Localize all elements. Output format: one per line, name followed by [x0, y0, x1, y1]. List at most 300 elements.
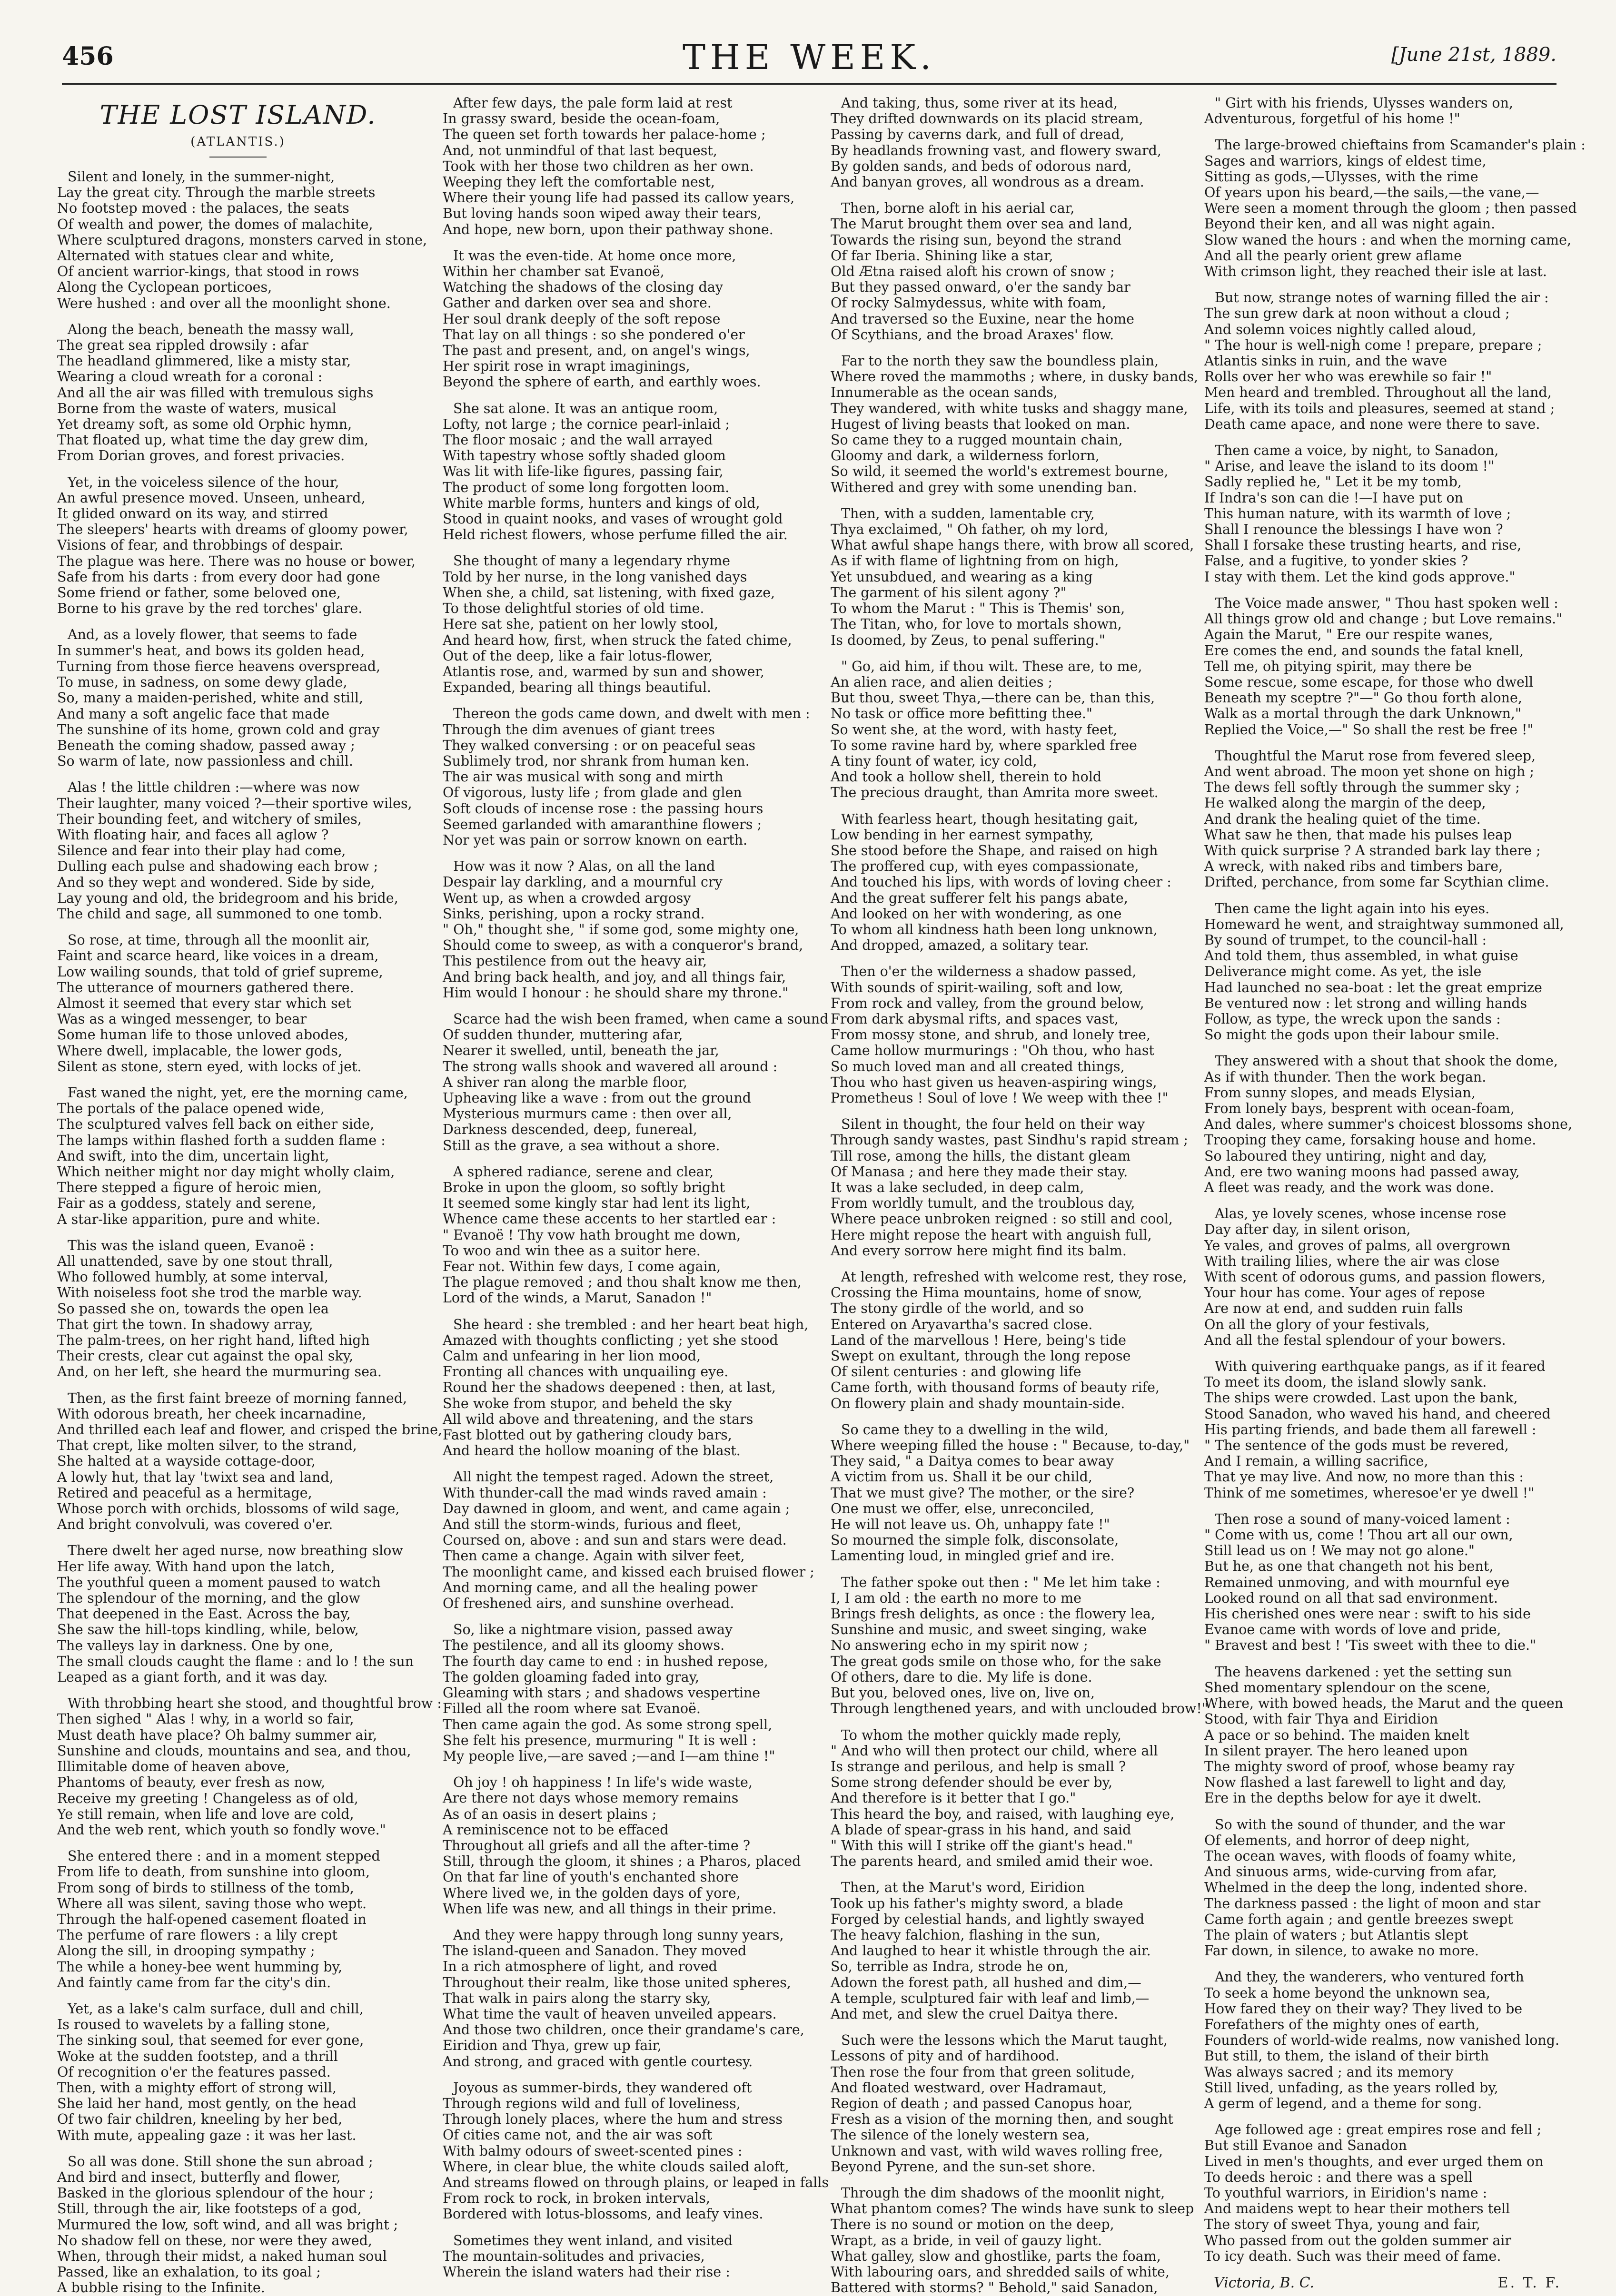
- poem-line: White marble forms, hunters and kings of old,: [443, 495, 760, 511]
- column-3-stanzas: [831, 95, 1208, 2296]
- poem-line: So warm of late, now passionless and chill.: [57, 753, 353, 769]
- poem-line: So passed she on, towards the open lea: [57, 1301, 329, 1317]
- poem-line: Phantoms of beauty, ever fresh as now,: [57, 1774, 326, 1791]
- poem-line: It was the even-tide. At home once more,: [453, 247, 736, 264]
- poem-line: Yet, as a lake's calm surface, dull and chill,: [68, 2000, 364, 2017]
- poem-line: Follow, as type, the wreck upon the sands :: [1204, 1011, 1501, 1027]
- poem-line: Are there not days whose memory remains: [443, 1790, 739, 1806]
- poem-line: " With this will I strike off the giant's head.": [831, 1837, 1133, 1853]
- poem-line: Throughout all griefs and all the after-time ?: [443, 1837, 751, 1853]
- poem-line: " The sentence of the gods must be revered,: [1204, 1438, 1509, 1454]
- poem-line: He will not leave us. Oh, unhappy fate !": [831, 1517, 1110, 1533]
- stanza: [57, 474, 419, 617]
- poem-line: My people live,—are saved ;—and I—am thine !": [443, 1748, 775, 1764]
- stanza: [443, 248, 804, 390]
- poem-line: Wherein the island waters had their rise :: [443, 2264, 730, 2280]
- poem-line: To seek a home beyond the unknown sea,: [1204, 1985, 1490, 2001]
- poem-line: Calm and unfearing in her lion mood,: [443, 1348, 701, 1364]
- poem-line: To whom all kindness hath been long unknown,: [831, 921, 1158, 937]
- poem-line: Slow waned the hours : and when the morning came,: [1204, 232, 1571, 248]
- poem-line: Beyond the sphere of earth, and earthly woes.: [443, 374, 761, 390]
- poem-line: Which neither might nor day might wholly claim,: [57, 1163, 395, 1180]
- poem-line: And traversed so the Euxine, near the home: [831, 311, 1134, 327]
- stanza: [1204, 595, 1566, 738]
- poem-line: But thou, sweet Thya,—there can be, than this,: [831, 690, 1155, 706]
- poem-line: Low wailing sounds, that told of grief supreme,: [57, 964, 383, 980]
- poem-line: Went up, as when a crowded argosy: [443, 890, 691, 906]
- stanza: [57, 1085, 419, 1227]
- poem-line: Then rose the four from that green solitude,: [831, 2064, 1135, 2080]
- poem-line: " Girt with his friends, Ulysses wanders on,: [1215, 95, 1513, 111]
- poem-line: But loving hands soon wiped away their tears,: [443, 206, 762, 222]
- poem-line: And laughed to hear it whistle through the air.: [831, 1943, 1151, 1959]
- page-number: 456: [62, 42, 114, 71]
- stanza: [443, 1927, 804, 2069]
- poem-line: And, on her left, she heard the murmuring sea.: [57, 1364, 382, 1380]
- poem-line: A pace or so behind. The maiden knelt: [1204, 1727, 1469, 1743]
- stanza: [1204, 2122, 1566, 2264]
- poem-line: That walk in pairs along the starry sky,: [443, 1990, 711, 2006]
- poem-line: Of far Iberia. Shining like a star,: [831, 247, 1053, 264]
- poem-line: No footstep moved : the palaces, the seats: [57, 200, 349, 217]
- poem-line: Dulling each pulse and shadowing each brow ;: [57, 858, 378, 875]
- poem-line: Him would I honour : he should share my throne.": [443, 985, 789, 1001]
- poem-line: The golden gloaming faded into gray,: [443, 1669, 699, 1685]
- poem-line: Brings fresh delights, as once : the flowery lea,: [831, 1606, 1155, 1622]
- poem-line: Told by her nurse, in the long vanished days: [443, 569, 747, 585]
- poem-line: And bring back health, and joy, and all things fair,: [443, 969, 786, 985]
- poem-line: Death came apace, and none were there to save.: [1204, 416, 1540, 432]
- poem-line: An awful presence moved. Unseen, unheard,: [57, 490, 366, 506]
- poem-line: Atlantis rose, and, warmed by sun and shower,: [443, 663, 764, 680]
- poem-line: The mighty sword of proof, whose beamy ray: [1204, 1758, 1515, 1774]
- poem-line: The parents heard, and smiled amid their woe.: [831, 1853, 1153, 1870]
- poem-line: To whom the Marut : " This is Themis' son,: [831, 601, 1125, 617]
- poem-line: There stepped a figure of heroic mien,: [57, 1180, 322, 1196]
- poem-line: Passing by caverns dark, and full of dread,: [831, 127, 1124, 143]
- poem-line: The palm-trees, on her right hand, lifted high: [57, 1332, 370, 1349]
- poem-line: As of an oasis in desert plains ;: [443, 1806, 657, 1822]
- poem-line: Such were the lessons which the Marut taught,: [841, 2032, 1168, 2049]
- poem-line: Are now at end, and sudden ruin falls: [1204, 1301, 1463, 1317]
- poem-line: Forefathers of the mighty ones of earth,: [1204, 2016, 1480, 2032]
- poem-line: Looked round on all that sad environment.: [1204, 1590, 1498, 1606]
- poem-line: The story of sweet Thya, young and fair,: [1204, 2217, 1481, 2233]
- poem-line: With sounds of spirit-wailing, soft and low,: [831, 979, 1124, 995]
- stanza: [831, 200, 1192, 343]
- poem-line: With crimson light, they reached their isle at last.: [1204, 264, 1547, 280]
- poem-line: Still, through the gloom, it shines ; a Pharos, placed: [443, 1853, 801, 1870]
- poem-line: When, through their midst, a naked human soul: [57, 2248, 387, 2264]
- poem-line: How was it now ? Alas, on all the land: [453, 858, 715, 875]
- poem-line: Shed momentary splendour on the scene,: [1204, 1679, 1491, 1695]
- poem-line: Gloomy and dark, a wilderness forlorn,: [831, 448, 1100, 464]
- poem-line: And heard the hollow moaning of the blast.: [443, 1443, 741, 1459]
- column-4: [1204, 95, 1586, 2291]
- poem-line: Founders of world-wide realms, now vanished long.: [1204, 2032, 1560, 2049]
- poem-line: A sphered radiance, serene and clear,: [453, 1163, 714, 1180]
- poem-line: And swift, into the dim, uncertain light,: [57, 1148, 329, 1164]
- poem-line: " Come with us, come ! Thou art all our own,: [1204, 1527, 1513, 1543]
- poem-line: They drifted downwards on its placid stream,: [831, 111, 1143, 127]
- poem-line: Is roused to wavelets by a falling stone,: [57, 2017, 330, 2033]
- stanza: [57, 169, 427, 311]
- poem-line: From lonely bays, besprent with ocean-foam,: [1204, 1100, 1515, 1116]
- poem-line: From life to death, from sunshine into gloom,: [57, 1864, 370, 1880]
- poem-line: A lowly hut, that lay 'twixt sea and land,: [57, 1469, 334, 1485]
- poem-line: Of sudden thunder, muttering afar,: [443, 1027, 683, 1043]
- poem-line: Alas, ye lovely scenes, whose incense rose: [1215, 1206, 1507, 1222]
- stanza: [1204, 901, 1566, 1043]
- poem-line: Must death have place? Oh balmy summer air,: [57, 1727, 377, 1743]
- poem-line: Here might repose the heart with anguish full,: [831, 1227, 1152, 1243]
- poem-line: Turning from those fierce heavens overspread,: [57, 658, 381, 674]
- poem-line: Her spirit rose in wrapt imaginings,: [443, 358, 690, 374]
- poem-line: Whence came these accents to her startled ear :: [443, 1211, 776, 1227]
- poem-line: Held richest flowers, whose perfume filled the air.: [443, 527, 788, 543]
- stanza: [443, 401, 804, 543]
- poem-line: Low bending in her earnest sympathy,: [831, 827, 1094, 843]
- poem-line: Some human life to those unloved abodes,: [57, 1027, 349, 1043]
- poem-line: And drank the healing quiet of the time.: [1204, 811, 1481, 827]
- poem-line: Of Scythians, and the broad Araxes' flow.: [831, 326, 1114, 343]
- poem-line: " Oh," thought she, " if some god, some mighty one,: [443, 921, 799, 937]
- poem-line: I, I am old : the earth no more to me: [831, 1590, 1081, 1606]
- poem-line: Then, at the Marut's word, Eiridion: [841, 1880, 1085, 1896]
- poem-line: The plague was here. There was no house or bower,: [57, 553, 416, 569]
- poem-line: Their crests, clear cut against the opal sky,: [57, 1348, 354, 1364]
- poem-line: Then sighed " Alas ! why, in a world so fair,: [57, 1711, 354, 1727]
- stanza: [57, 1543, 419, 1685]
- poem-line: Again the Marut, " Ere our respite wanes,: [1204, 627, 1493, 643]
- poem-line: What time the vault of heaven unveiled appears.: [443, 2006, 777, 2022]
- poem-line: But they passed onward, o'er the sandy bar: [831, 279, 1130, 296]
- stanza: [443, 1469, 814, 1612]
- poem-line: Where their young life had passed its callow years,: [443, 190, 795, 206]
- poem-line: And faintly came from far the city's din.: [57, 1974, 331, 1991]
- stanza: [57, 2001, 419, 2143]
- poem-line: The island-queen and Sanadon. They moved: [443, 1943, 747, 1959]
- stanza: [1204, 1664, 1566, 1806]
- stanza: [831, 95, 1192, 190]
- poem-line: Of others, dare to die. My life is done.: [831, 1669, 1092, 1685]
- poem-line: And banyan groves, all wondrous as a dream.: [831, 174, 1144, 190]
- poem-line: Region of death ; and passed Canopus hoar,: [831, 2095, 1133, 2111]
- poem-line: Oh joy ! oh happiness ! In life's wide waste,: [453, 1774, 753, 1791]
- poem-line: Lord of the winds, a Marut, Sanadon !": [443, 1290, 712, 1306]
- poem-line: Was lit with life-like figures, passing fair,: [443, 463, 724, 480]
- poem-line: And all the festal splendour of your bowers.: [1204, 1332, 1506, 1348]
- poem-line: Where weeping filled the house : " Because, to-day,": [831, 1438, 1190, 1454]
- poem-line: Trooping they came, forsaking house and home.: [1204, 1132, 1537, 1148]
- poem-line: Through lonely places, where the hum and stress: [443, 2111, 783, 2128]
- poem-line: Along the Cyclopean porticoes,: [57, 279, 272, 296]
- stanza: [831, 964, 1192, 1106]
- stanza: [443, 1164, 804, 1306]
- poem-line: The ocean waves, with floods of foamy white,: [1204, 1848, 1517, 1864]
- poem-line: It glided onward on its way, and stirred: [57, 506, 328, 522]
- poem-line: And so they wept and wondered. Side by side,: [57, 874, 375, 890]
- poem-line: The small clouds caught the flame : and lo ! the sun: [57, 1653, 414, 1669]
- stanza: [1204, 290, 1566, 432]
- poem-line: Of cities came not, and the air was soft: [443, 2127, 713, 2143]
- poem-line: Entered on Aryavartha's sacred close.: [831, 1316, 1093, 1332]
- poem-line: And bright convolvuli, was covered o'er.: [57, 1517, 333, 1533]
- poem-line: Round her the shadows deepened : then, at last,: [443, 1380, 776, 1396]
- poem-line: What phantom comes? The winds have sunk to sleep: [831, 2201, 1194, 2217]
- poem-line: His parting friends, and bade them all farewell :: [1204, 1421, 1537, 1438]
- poem-line: But you, beloved ones, live on, live on,: [831, 1685, 1095, 1701]
- poem-line: Broke in upon the gloom, so softly bright: [443, 1180, 725, 1195]
- poem-line: The plague removed ; and thou shalt know me then,: [443, 1274, 802, 1291]
- poem-line: This was the island queen, Evanoë :: [68, 1237, 315, 1253]
- poem-line: Of vigorous, lusty life ; from glade and glen: [443, 785, 742, 801]
- poem-line: Lamenting loud, in mingled grief and ire.: [831, 1548, 1115, 1564]
- poem-line: And taking, thus, some river at its head,: [841, 95, 1118, 111]
- poem-line: What saw he then, that made his pulses leap: [1204, 827, 1512, 843]
- poem-line: Came forth again ; and gentle breezes swept: [1204, 1911, 1513, 1927]
- poem-line: Through the dim avenues of giant trees: [443, 721, 715, 738]
- title-rule: [209, 157, 267, 158]
- poem-line: One must we offer, else, unreconciled,: [831, 1500, 1094, 1517]
- poem-line: There dwelt her aged nurse, now breathing slow: [68, 1543, 403, 1559]
- poem-line: When life was new, and all things in their prime.: [443, 1901, 777, 1917]
- poem-line: Then, with a sudden, lamentable cry,: [841, 505, 1095, 522]
- poem-line: A fleet was ready, and the work was done.: [1204, 1180, 1494, 1195]
- poem-line: " Arise, and leave the island to its doom !": [1204, 458, 1495, 474]
- poem-line: Old Ætna raised aloft his crown of snow ;: [831, 264, 1115, 280]
- poem-line: Murmured the low, soft wind, and all was bright ;: [57, 2217, 398, 2233]
- poem-line: Sitting as gods,—Ulysses, with the rime: [1204, 168, 1478, 185]
- stanza: [1204, 1511, 1566, 1654]
- poem-line: So, like a nightmare vision, passed away: [453, 1622, 733, 1638]
- poem-line: From worldly tumult, and the troublous day,: [831, 1195, 1135, 1212]
- poem-line: To meet its doom, the island slowly sank.: [1204, 1374, 1487, 1390]
- poem-line: With odorous breath, her cheek incarnadine,: [57, 1406, 367, 1422]
- stanza: [831, 353, 1199, 495]
- poem-line: Homeward he went, and straightway summoned all,: [1204, 916, 1564, 932]
- poem-line: And thrilled each leaf and flower, and crisped the brine,: [57, 1422, 443, 1438]
- poem-line: " Evanoë ! Thy vow hath brought me down,: [443, 1227, 741, 1243]
- poem-line: But still Evanoe and Sanadon: [1204, 2138, 1407, 2154]
- poem-line: Fear not. Within few days, I come again,: [443, 1259, 721, 1275]
- poem-line: Of freshened airs, and sunshine overhead.: [443, 1596, 734, 1612]
- poem-line: Crossing the Hima mountains, home of snow,: [831, 1285, 1142, 1301]
- poem-line: With quick surprise ? A stranded bark lay there ;: [1204, 842, 1541, 858]
- poem-line: The floor mosaic ; and the wall arrayed: [443, 432, 713, 448]
- poem-line: The large-browed chieftains from Scamander's plain :: [1215, 137, 1586, 153]
- poem-line: Silence and fear into their play had come,: [57, 843, 346, 859]
- poem-line: The utterance of mourners gathered there.: [57, 979, 354, 995]
- poem-line: The valleys lay in darkness. One by one,: [57, 1637, 334, 1654]
- poem-line: Amazed with thoughts conflicting ; yet she stood: [443, 1332, 778, 1348]
- poem-line: From rock to rock, in broken intervals,: [443, 2190, 710, 2207]
- poem-line: The dews fell softly through the summer sky ;: [1204, 779, 1520, 796]
- signature-initials: E. T. F.: [1497, 2275, 1561, 2291]
- poem-line: And dales, where summer's choicest blossoms shone,: [1204, 1116, 1573, 1133]
- poem-line: And all the pearly orient grew aflame: [1204, 247, 1462, 264]
- poem-line: Stood Sanadon, who waved his hand, and cheered: [1204, 1406, 1551, 1422]
- poem-line: Yet, in the voiceless silence of the hour,: [68, 474, 339, 490]
- poem-line: Till rose, among the hills, the distant gleam: [831, 1148, 1131, 1164]
- poem-line: Sometimes they went inland, and visited: [453, 2232, 733, 2248]
- poem-line: A wreck, with naked ribs and timbers bare,: [1204, 858, 1503, 875]
- poem-line: Seemed garlanded with amaranthine flowers ;: [443, 816, 762, 832]
- poem-line: Deliverance might come. As yet, the isle: [1204, 964, 1482, 980]
- poem-line: And met, and slew the cruel Daitya there.: [831, 2006, 1118, 2022]
- poem-line: The plain of waters ; but Atlantis slept: [1204, 1927, 1468, 1943]
- poem-line: He walked along the margin of the deep,: [1204, 795, 1486, 811]
- poem-line: Then, as the first faint breeze of morning fanned,: [68, 1390, 407, 1406]
- poem-line: With floating hair, and faces all aglow ?: [57, 827, 329, 843]
- stanza: [1204, 443, 1566, 585]
- poem-line: " The hour is well-nigh come ! prepare, prepare ;: [1204, 337, 1542, 353]
- poem-line: Where all was silent, saving those who wept.: [57, 1895, 367, 1912]
- poem-line: And looked on her with wondering, as one: [831, 906, 1122, 922]
- poem-line: So, many a maiden-perished, white and still,: [57, 690, 364, 706]
- poem-line: Retired and peaceful as a hermitage,: [57, 1485, 312, 1501]
- poem-line: Then rose a sound of many-voiced lament :: [1215, 1511, 1510, 1527]
- stanza: [831, 1880, 1192, 2022]
- poem-line: In a rich atmosphere of light, and roved: [443, 1959, 717, 1975]
- poem-line: Had launched no sea-boat : let the great emprize: [1204, 979, 1542, 995]
- poem-line: The sculptured valves fell back on either side,: [57, 1116, 375, 1133]
- poem-line: " And who will then protect our child, where all: [831, 1743, 1158, 1759]
- stanza: [831, 1116, 1192, 1259]
- poem-title: THE LOST ISLAND.: [99, 100, 377, 130]
- poem-line: To some ravine hard by, where sparkled free: [831, 737, 1137, 753]
- column-3: [831, 95, 1208, 2296]
- poem-line: Were seen a moment through the gloom ; then passed: [1204, 200, 1577, 217]
- poem-line: Age followed age : great empires rose and fell ;: [1215, 2122, 1542, 2138]
- poem-line: So mourned the simple folk, disconsolate,: [831, 1532, 1119, 1548]
- poem-line: The youthful queen a moment paused to watch: [57, 1574, 381, 1590]
- poem-line: Adown the forest path, all hushed and dim,—: [831, 1974, 1141, 1991]
- poem-line: Then, with a mighty effort of strong will,: [57, 2079, 337, 2096]
- poem-line: Then came the light again into his eyes.: [1215, 900, 1490, 916]
- poem-line: It seemed some kingly star had lent its light,: [443, 1195, 751, 1212]
- poem-line: Soft clouds of incense rose : the passing hours: [443, 800, 763, 817]
- poem-line: On that far line of youth's enchanted shore: [443, 1869, 739, 1885]
- poem-line: Now flashed a last farewell to light and day,: [1204, 1774, 1507, 1791]
- signature-place: Victoria, B. C.: [1214, 2275, 1315, 2291]
- poem-line: Sinks, perishing, upon a rocky strand.: [443, 906, 705, 922]
- poem-line: " Go, aid him, if thou wilt. These are, to me,: [841, 658, 1142, 674]
- poem-line: All unattended, save by one stout thrall,: [57, 1253, 333, 1269]
- poem-line: Who passed from out the golden summer air: [1204, 2232, 1512, 2248]
- poem-line: A temple, sculptured fair with leaf and limb,—: [831, 1990, 1150, 2006]
- poem-line: What awful shape hangs there, with brow all scored,: [831, 537, 1194, 553]
- poem-line: The pestilence, and all its gloomy shows.: [443, 1637, 725, 1654]
- stanza: [57, 2154, 419, 2296]
- poem-line: Whelmed in the deep the long, indented shore.: [1204, 1880, 1528, 1896]
- poem-line: Of ancient warrior-kings, that stood in rows: [57, 264, 359, 280]
- poem-line: Took with her those two children as her own.: [443, 158, 754, 174]
- poem-line: Her life away. With hand upon the latch,: [57, 1558, 335, 1575]
- poem-line: Alternated with statues clear and white,: [57, 248, 334, 264]
- poem-line: The queen set forth towards her palace-home ;: [443, 127, 766, 143]
- poem-line: They walked conversing : or on peaceful seas: [443, 737, 755, 753]
- poem-line: Stood in quaint nooks, and vases of wrought gold: [443, 511, 783, 527]
- poem-line: Filled all the room where sat Evanoë.: [443, 1701, 701, 1717]
- poem-line: The past and present, and, on angel's wings,: [443, 343, 750, 359]
- stanza: [57, 1848, 419, 1991]
- poem-line: Joyous as summer-birds, they wandered oft: [453, 2079, 752, 2096]
- poem-line: Then came again the god. As some strong spell,: [443, 1716, 773, 1733]
- poem-line: Her soul drank deeply of the soft repose: [443, 311, 721, 327]
- poem-line: Fast waned the night, yet, ere the morning came,: [68, 1084, 408, 1101]
- poem-line: But still, to them, the island of their birth: [1204, 2048, 1489, 2064]
- poem-line: That we must give? The mother, or the sire?: [831, 1485, 1135, 1501]
- poem-line: She saw the hill-tops kindling, while, below,: [57, 1622, 359, 1638]
- poem-line: That girt the town. In shadowy array,: [57, 1316, 313, 1332]
- stanza: [443, 553, 804, 695]
- poem-line: From rock and valley, from the ground below,: [831, 995, 1144, 1011]
- stanza: [443, 2233, 804, 2280]
- stanza: [831, 1727, 1192, 1870]
- poem-line: Forged by celestial hands, and lightly swayed: [831, 1911, 1145, 1927]
- poem-line: Watching the shadows of the closing day: [443, 279, 724, 296]
- poem-line: Fair as a goddess, stately and serene,: [57, 1195, 317, 1212]
- poem-line: Scarce had the wish been framed, when came a sound: [453, 1011, 829, 1027]
- poem-line: The while a honey-bee went humming by,: [57, 1959, 343, 1975]
- poem-line: Far to the north they saw the boundless plain,: [841, 353, 1159, 369]
- poem-line: Sublimely trod, nor shrank from human ken.: [443, 753, 750, 769]
- poem-line: Wearing a cloud wreath for a coronal :: [57, 369, 323, 385]
- poem-line: She felt his presence, murmuring " It is well :: [443, 1732, 757, 1748]
- poem-line: Tell me, oh pitying spirit, may there be: [1204, 658, 1472, 674]
- poem-line: With labouring oars, and shredded sails of white,: [831, 2264, 1170, 2280]
- issue-date: [June 21st, 1889.: [1391, 44, 1557, 66]
- poem-line: From mossy stone, and shrub, and lonely tree,: [831, 1027, 1151, 1043]
- poem-line: Out of the deep, like a fair lotus-flower,: [443, 648, 713, 664]
- poem-line: So all was done. Still shone the sun abroad ;: [68, 2153, 373, 2169]
- poem-line: Towards the rising sun, beyond the strand: [831, 232, 1122, 248]
- poem-line: Be ventured now : let strong and willing hands: [1204, 995, 1527, 1011]
- poem-line: Swept on exultant, through the long repose: [831, 1348, 1131, 1364]
- poem-line: So came they to a dwelling in the wild,: [841, 1421, 1109, 1438]
- poem-line: Whose porch with orchids, blossoms of wild sage,: [57, 1501, 400, 1517]
- poem-line: She sat alone. It was an antique room,: [453, 400, 718, 416]
- poem-line: Day dawned in gloom, and went, and came again ;: [443, 1500, 790, 1517]
- stanza: [831, 1422, 1192, 1564]
- poem-line: And dropped, amazed, a solitary tear.: [831, 937, 1089, 954]
- poem-line: Lay young and old, the bridegroom and his bride,: [57, 890, 398, 906]
- poem-line: That deepened in the East. Across the bay,: [57, 1606, 351, 1622]
- poem-line: This human nature, with its warmth of love ;: [1204, 505, 1511, 522]
- poem-line: Woke at the sudden footstep, and a thrill: [57, 2048, 338, 2064]
- poem-line: And I remain, a willing sacrifice,: [1204, 1453, 1428, 1469]
- poem-line: Lived in men's thoughts, and ever urged them on: [1204, 2153, 1544, 2169]
- poem-line: And solemn voices nightly called aloud,: [1204, 321, 1477, 337]
- poem-line: A reminiscence not to be effaced: [443, 1822, 669, 1838]
- poem-line: And hope, new born, upon their pathway shone.: [443, 221, 773, 237]
- poem-line: Beneath my sceptre ?"—" Go thou forth alone,: [1204, 690, 1522, 706]
- poem-line: The fourth day came to end : in hushed repose,: [443, 1653, 768, 1669]
- poem-line: With throbbing heart she stood, and thoughtful brow :: [68, 1695, 442, 1712]
- poem-line: To deeds heroic : and there was a spell: [1204, 2169, 1473, 2185]
- poem-line: Gather and darken over sea and shore.: [443, 295, 712, 311]
- poem-line: Borne from the waste of waters, musical: [57, 400, 337, 416]
- poem-line: I stay with them. Let the kind gods approve.": [1204, 569, 1516, 585]
- poem-line: Ere in the depths below for aye it dwelt.: [1204, 1790, 1482, 1806]
- poem-line: Thou who hast given us heaven-aspiring wings,: [831, 1074, 1157, 1090]
- poem-line: Shall I forsake these trusting hearts, and rise,: [1204, 537, 1522, 553]
- poem-line: And touched his lips, with words of loving cheer :: [831, 874, 1171, 890]
- masthead: THE WEEK.: [682, 37, 936, 77]
- poem-line: Nor yet was pain or sorrow known on earth.: [443, 832, 748, 848]
- stanza: [831, 2032, 1192, 2175]
